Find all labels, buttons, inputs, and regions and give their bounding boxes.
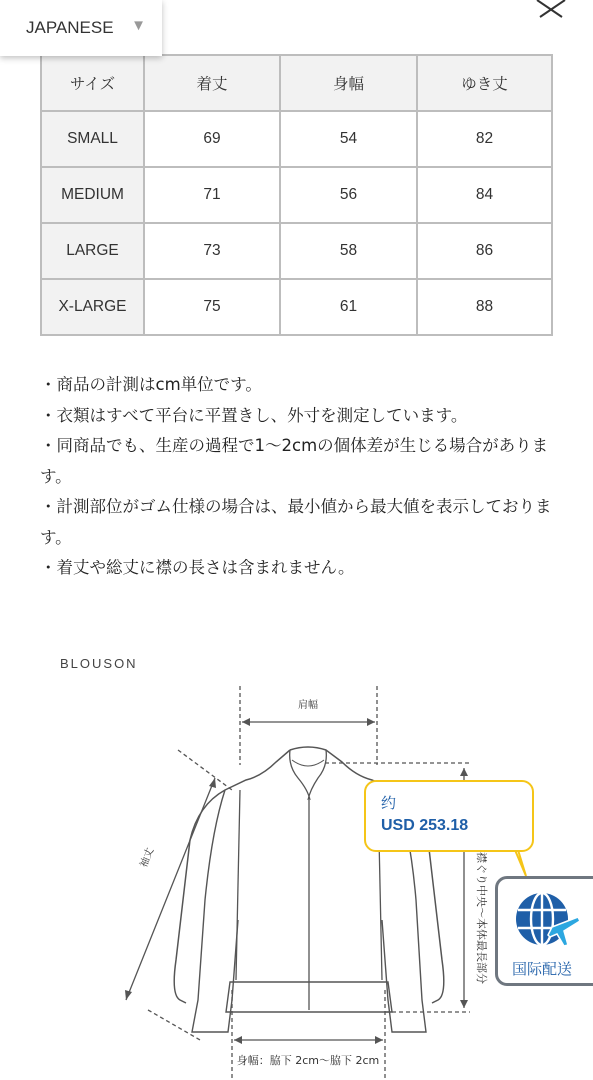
note-line: ・計測部位がゴム仕様の場合は、最小値から最大値を表示しております。	[40, 497, 552, 547]
table-row	[41, 111, 552, 167]
sleeve-label: 袖丈	[138, 846, 157, 870]
size-name-cell: LARGE	[41, 223, 144, 279]
note-line: ・商品の計測はcm単位です。	[40, 375, 262, 394]
size-table-header	[41, 55, 552, 111]
table-cell: 69	[144, 111, 280, 167]
language-select-value: JAPANESE	[26, 18, 114, 37]
length-label: 襟ぐり中央～本体最長部分	[475, 852, 488, 984]
table-cell: 86	[417, 223, 552, 279]
table-cell: 88	[417, 279, 552, 335]
size-name-cell: MEDIUM	[41, 167, 144, 223]
table-row	[41, 167, 552, 223]
size-table	[40, 54, 553, 336]
bubble-tail	[514, 850, 528, 878]
diagram-title: BLOUSON	[60, 656, 138, 671]
table-row	[41, 223, 552, 279]
header-size: サイズ	[41, 55, 144, 111]
table-cell: 56	[280, 167, 417, 223]
dropdown-arrow-icon: ▼	[131, 17, 146, 34]
table-cell: 75	[144, 279, 280, 335]
price-approx-label: 约	[381, 794, 397, 812]
intl-shipping-label: 国际配送	[512, 960, 573, 978]
blouson-diagram	[0, 670, 593, 1080]
table-cell: 82	[417, 111, 552, 167]
size-name-cell: X-LARGE	[41, 279, 144, 335]
note-line: ・同商品でも、生産の過程で1～2cmの個体差が生じる場合があります。	[40, 436, 549, 486]
shoulder-label: 肩幅	[298, 700, 318, 711]
table-cell: 71	[144, 167, 280, 223]
table-cell: 84	[417, 167, 552, 223]
close-icon[interactable]	[534, 0, 568, 20]
language-select[interactable]	[0, 0, 162, 56]
note-line: ・衣類はすべて平台に平置きし、外寸を測定しています。	[40, 405, 468, 425]
intl-shipping-button[interactable]	[495, 876, 593, 986]
price-bubble[interactable]	[364, 780, 534, 852]
table-cell: 61	[280, 279, 417, 335]
header-length: 着丈	[144, 55, 280, 111]
note-line: ・着丈や総丈に襟の長さは含まれません。	[40, 558, 355, 577]
header-sleeve: ゆき丈	[417, 55, 552, 111]
table-cell: 54	[280, 111, 417, 167]
header-width: 身幅	[280, 55, 417, 111]
table-cell: 58	[280, 223, 417, 279]
table-row	[41, 279, 552, 335]
measurement-notes	[40, 370, 560, 584]
bottom-width-label: 身幅：脇下 2cm～脇下 2cm	[236, 1054, 380, 1067]
size-name-cell: SMALL	[41, 111, 144, 167]
price-value: USD 253.18	[381, 817, 469, 834]
table-cell: 73	[144, 223, 280, 279]
globe-airplane-icon	[512, 889, 582, 951]
